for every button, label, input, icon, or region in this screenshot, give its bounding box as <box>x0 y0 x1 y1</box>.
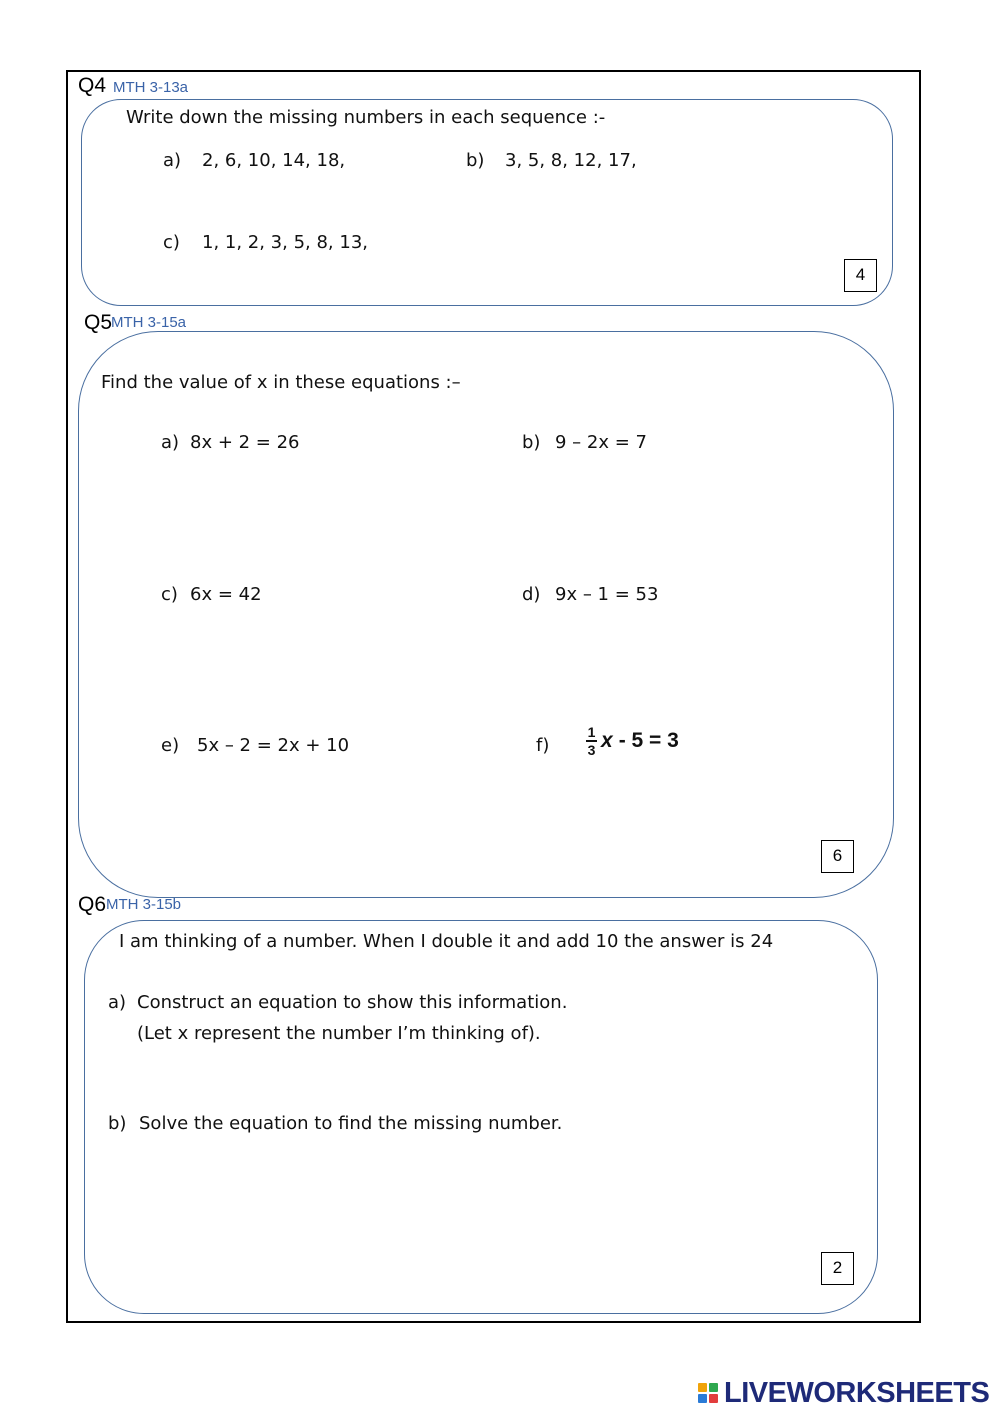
q5-part-e-text: 5x – 2 = 2x + 10 <box>197 735 350 756</box>
q4-part-c-text: 1, 1, 2, 3, 5, 8, 13, <box>202 232 368 253</box>
fraction-denominator: 3 <box>587 742 596 758</box>
q5-part-f-label: f) <box>536 735 550 756</box>
q5-part-e-label: e) <box>161 735 180 756</box>
q6-number: Q6 <box>78 893 107 916</box>
q4-part-a-label: a) <box>163 150 182 171</box>
q4-instruction: Write down the missing numbers in each sequence :- <box>126 107 606 128</box>
q4-number: Q4 <box>78 74 107 97</box>
q6-marks-box: 2 <box>821 1252 854 1285</box>
q4-part-b-text: 3, 5, 8, 12, 17, <box>505 150 637 171</box>
q4-part-b-label: b) <box>466 150 485 171</box>
logo-tile-4 <box>709 1394 718 1403</box>
liveworksheets-logo[interactable] <box>698 1378 989 1408</box>
q4-part-a-text: 2, 6, 10, 14, 18, <box>202 150 346 171</box>
logo-tile-1 <box>698 1383 707 1392</box>
q4-marks-box: 4 <box>844 259 877 292</box>
q6-part-a-line2: (Let x represent the number I’m thinking of). <box>137 1023 541 1044</box>
logo-icon <box>698 1383 718 1403</box>
q5-part-b-label: b) <box>522 432 541 453</box>
q5-part-b-text: 9 – 2x = 7 <box>555 432 647 453</box>
q5-number: Q5 <box>84 311 113 334</box>
q6-part-b-label: b) <box>108 1113 127 1134</box>
q5-part-d-label: d) <box>522 584 541 605</box>
q5-part-c-label: c) <box>161 584 178 605</box>
q5-part-a-text: 8x + 2 = 26 <box>190 432 300 453</box>
q6-code: MTH 3-15b <box>106 896 182 913</box>
fraction <box>586 725 597 757</box>
q5-part-d-text: 9x – 1 = 53 <box>555 584 659 605</box>
equation-rest: - 5 = 3 <box>618 729 679 752</box>
q5-part-c-text: 6x = 42 <box>190 584 262 605</box>
logo-tile-2 <box>709 1383 718 1392</box>
q6-intro: I am thinking of a number. When I double it and add 10 the answer is 24 <box>119 931 774 952</box>
q4-part-c-label: c) <box>163 232 180 253</box>
q5-part-f-equation <box>586 725 679 757</box>
logo-brand-text: LIVEWORKSHEETS <box>724 1376 990 1409</box>
q5-code: MTH 3-15a <box>111 314 187 331</box>
q4-box <box>81 99 893 306</box>
q5-marks-box: 6 <box>821 840 854 873</box>
q6-part-a-label: a) <box>108 992 127 1013</box>
fraction-numerator: 1 <box>587 724 596 740</box>
q5-part-a-label: a) <box>161 432 180 453</box>
q6-part-b-text: Solve the equation to find the missing number. <box>139 1113 563 1134</box>
logo-tile-3 <box>698 1394 707 1403</box>
q4-code: MTH 3-13a <box>113 79 189 96</box>
q5-instruction: Find the value of x in these equations :– <box>101 372 461 393</box>
q5-box <box>78 331 894 898</box>
equation-variable: x <box>601 729 613 752</box>
q6-part-a-line1: Construct an equation to show this information. <box>137 992 568 1013</box>
